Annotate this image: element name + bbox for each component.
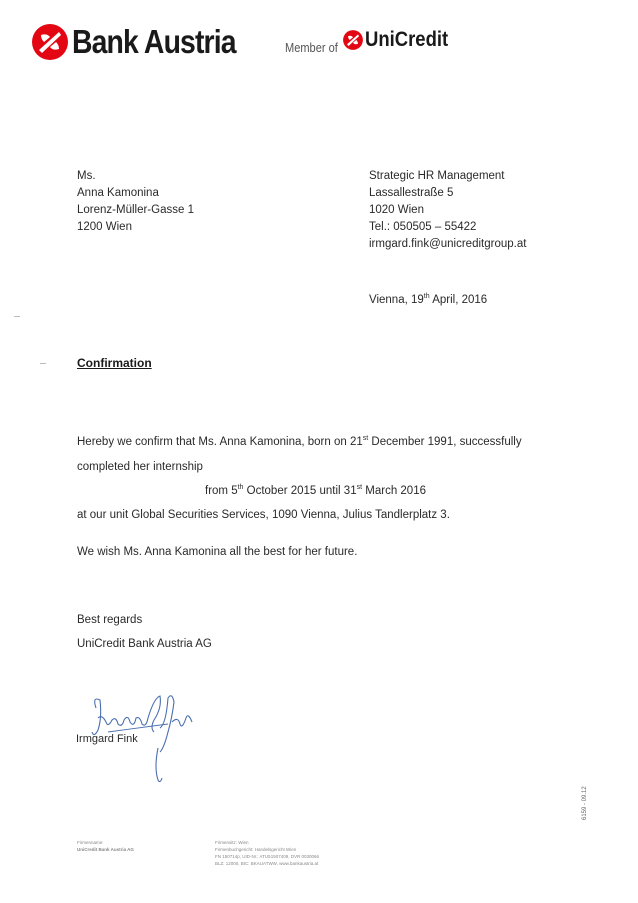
body-text: March 2016: [362, 485, 426, 497]
recipient-line: Ms.: [77, 170, 96, 182]
sender-line: Lassallestraße 5: [369, 187, 454, 199]
body-line-3: [205, 485, 426, 497]
footer-line: Firmenname:: [77, 840, 104, 845]
footer-left: [77, 839, 134, 853]
body-text: Hereby we confirm that Ms. Anna Kamonina, born on 21: [77, 436, 363, 448]
sender-line: Tel.: 050505 – 55422: [369, 221, 477, 233]
document-title: Confirmation: [77, 356, 152, 370]
body-line-4: at our unit Global Securities Services, 1090 Vienna, Julius Tandlerplatz 3.: [77, 509, 450, 521]
signer-name: Irmgard Fink: [76, 733, 138, 745]
body-text: December 1991, successfully: [368, 436, 522, 448]
unicredit-small-mark-icon: [342, 29, 364, 51]
unicredit-logo: [342, 28, 460, 52]
member-of-label: Member of: [285, 40, 338, 55]
body-line-2: completed her internship: [77, 461, 203, 473]
letterhead: [30, 22, 490, 72]
body-line-5: We wish Ms. Anna Kamonina all the best for her future.: [77, 546, 358, 558]
body-line-1: [77, 436, 522, 448]
group-name: UniCredit: [365, 28, 449, 51]
fold-mark: [14, 316, 20, 317]
body-text: October 2015 until 31: [243, 485, 357, 497]
recipient-line: Lorenz-Müller-Gasse 1: [77, 204, 194, 216]
closing-company: UniCredit Bank Austria AG: [77, 638, 212, 650]
date-rest: April, 2016: [429, 294, 488, 306]
date-prefix: Vienna, 19: [369, 294, 424, 306]
bank-name: Bank Austria: [72, 23, 236, 60]
sender-line: 1020 Wien: [369, 204, 424, 216]
footer-line: UniCredit Bank Austria AG: [77, 847, 134, 852]
sender-email: irmgard.fink@unicreditgroup.at: [369, 238, 527, 250]
ordinal-suffix: st: [356, 484, 363, 491]
ordinal-suffix: st: [362, 435, 369, 442]
sender-address: [369, 168, 526, 253]
footer-right: [215, 839, 319, 867]
unicredit-logo-mark-icon: [30, 22, 70, 62]
recipient-address: [77, 168, 194, 236]
recipient-line: 1200 Wien: [77, 221, 132, 233]
body-text: from 5: [205, 485, 238, 497]
fold-mark: [40, 363, 46, 364]
footer-line: FN 150714p, UID-Nr.: ATU51507409, DVR 0030066: [215, 854, 319, 859]
letter-date: [369, 292, 487, 309]
closing-regards: Best regards: [77, 614, 143, 626]
recipient-line: Anna Kamonina: [77, 187, 159, 199]
bank-austria-logo: [30, 22, 262, 62]
sender-line: Strategic HR Management: [369, 170, 505, 182]
footer-line: BLZ: 12000, BIC: BKAUATWW, www.bankaustria.at: [215, 861, 319, 866]
ordinal-suffix: th: [237, 484, 244, 491]
footer-line: Firmenbuchgericht: Handelsgericht Wien: [215, 847, 297, 852]
footer-line: Firmensitz: Wien: [215, 840, 249, 845]
form-code: 6159 - 09.12: [582, 786, 588, 820]
date-suffix: th: [423, 293, 430, 300]
